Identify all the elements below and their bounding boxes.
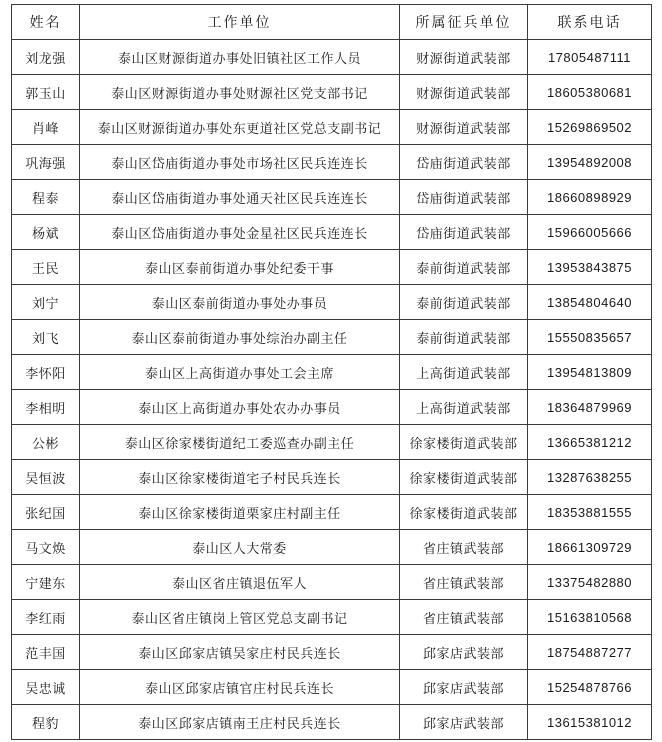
header-phone: 联系电话 bbox=[528, 5, 652, 40]
cell-dept: 岱庙街道武装部 bbox=[400, 180, 528, 215]
table-row bbox=[12, 145, 652, 180]
cell-name: 公彬 bbox=[12, 425, 80, 460]
cell-unit: 泰山区泰前街道办事处办事员 bbox=[80, 285, 400, 320]
cell-unit: 泰山区财源街道办事处旧镇社区工作人员 bbox=[80, 40, 400, 75]
cell-name: 马文焕 bbox=[12, 530, 80, 565]
header-dept: 所属征兵单位 bbox=[400, 5, 528, 40]
cell-name: 吴忠诚 bbox=[12, 670, 80, 705]
table-row bbox=[12, 320, 652, 355]
cell-unit: 泰山区省庄镇退伍军人 bbox=[80, 565, 400, 600]
cell-phone: 18661309729 bbox=[528, 530, 652, 565]
cell-unit: 泰山区人大常委 bbox=[80, 530, 400, 565]
table-row bbox=[12, 565, 652, 600]
cell-dept: 徐家楼街道武装部 bbox=[400, 495, 528, 530]
cell-dept: 财源街道武装部 bbox=[400, 40, 528, 75]
cell-unit: 泰山区徐家楼街道栗家庄村副主任 bbox=[80, 495, 400, 530]
cell-dept: 财源街道武装部 bbox=[400, 75, 528, 110]
cell-name: 刘宁 bbox=[12, 285, 80, 320]
cell-phone: 13954892008 bbox=[528, 145, 652, 180]
cell-dept: 财源街道武装部 bbox=[400, 110, 528, 145]
table-row bbox=[12, 250, 652, 285]
cell-dept: 邱家店武装部 bbox=[400, 635, 528, 670]
table-row bbox=[12, 635, 652, 670]
cell-unit: 泰山区财源街道办事处东更道社区党总支副书记 bbox=[80, 110, 400, 145]
cell-phone: 18364879969 bbox=[528, 390, 652, 425]
table-row bbox=[12, 670, 652, 705]
cell-unit: 泰山区泰前街道办事处综治办副主任 bbox=[80, 320, 400, 355]
table-row bbox=[12, 285, 652, 320]
cell-phone: 13375482880 bbox=[528, 565, 652, 600]
cell-unit: 泰山区泰前街道办事处纪委干事 bbox=[80, 250, 400, 285]
cell-phone: 13287638255 bbox=[528, 460, 652, 495]
table-row bbox=[12, 355, 652, 390]
cell-phone: 15254878766 bbox=[528, 670, 652, 705]
cell-unit: 泰山区邱家店镇吴家庄村民兵连长 bbox=[80, 635, 400, 670]
cell-unit: 泰山区省庄镇岗上管区党总支副书记 bbox=[80, 600, 400, 635]
contact-table bbox=[11, 4, 652, 740]
cell-unit: 泰山区岱庙街道办事处通天社区民兵连连长 bbox=[80, 180, 400, 215]
cell-name: 肖峰 bbox=[12, 110, 80, 145]
cell-name: 刘飞 bbox=[12, 320, 80, 355]
cell-dept: 徐家楼街道武装部 bbox=[400, 460, 528, 495]
cell-dept: 泰前街道武装部 bbox=[400, 320, 528, 355]
cell-name: 李红雨 bbox=[12, 600, 80, 635]
cell-name: 李怀阳 bbox=[12, 355, 80, 390]
table-row bbox=[12, 40, 652, 75]
cell-unit: 泰山区岱庙街道办事处市场社区民兵连连长 bbox=[80, 145, 400, 180]
cell-phone: 15163810568 bbox=[528, 600, 652, 635]
cell-phone: 15269869502 bbox=[528, 110, 652, 145]
table-row bbox=[12, 180, 652, 215]
cell-unit: 泰山区徐家楼街道宅子村民兵连长 bbox=[80, 460, 400, 495]
cell-phone: 15550835657 bbox=[528, 320, 652, 355]
table-row bbox=[12, 600, 652, 635]
cell-name: 张纪国 bbox=[12, 495, 80, 530]
table-row bbox=[12, 495, 652, 530]
table-row bbox=[12, 390, 652, 425]
cell-dept: 省庄镇武装部 bbox=[400, 600, 528, 635]
cell-dept: 上高街道武装部 bbox=[400, 390, 528, 425]
cell-phone: 17805487111 bbox=[528, 40, 652, 75]
table-row bbox=[12, 215, 652, 250]
cell-phone: 18353881555 bbox=[528, 495, 652, 530]
cell-dept: 泰前街道武装部 bbox=[400, 285, 528, 320]
cell-name: 刘龙强 bbox=[12, 40, 80, 75]
cell-name: 李相明 bbox=[12, 390, 80, 425]
cell-phone: 13615381012 bbox=[528, 705, 652, 740]
table-row bbox=[12, 75, 652, 110]
cell-name: 程豹 bbox=[12, 705, 80, 740]
table-row bbox=[12, 530, 652, 565]
cell-dept: 省庄镇武装部 bbox=[400, 565, 528, 600]
cell-name: 巩海强 bbox=[12, 145, 80, 180]
header-unit: 工作单位 bbox=[80, 5, 400, 40]
cell-dept: 岱庙街道武装部 bbox=[400, 215, 528, 250]
cell-dept: 岱庙街道武装部 bbox=[400, 145, 528, 180]
cell-name: 杨斌 bbox=[12, 215, 80, 250]
cell-dept: 徐家楼街道武装部 bbox=[400, 425, 528, 460]
cell-unit: 泰山区邱家店镇官庄村民兵连长 bbox=[80, 670, 400, 705]
cell-phone: 13954813809 bbox=[528, 355, 652, 390]
cell-unit: 泰山区上高街道办事处工会主席 bbox=[80, 355, 400, 390]
cell-unit: 泰山区上高街道办事处农办办事员 bbox=[80, 390, 400, 425]
cell-dept: 邱家店武装部 bbox=[400, 705, 528, 740]
table-row bbox=[12, 425, 652, 460]
cell-name: 郭玉山 bbox=[12, 75, 80, 110]
table-body bbox=[12, 40, 652, 740]
cell-name: 宁建东 bbox=[12, 565, 80, 600]
cell-phone: 18660898929 bbox=[528, 180, 652, 215]
table-row bbox=[12, 705, 652, 740]
header-name: 姓名 bbox=[12, 5, 80, 40]
cell-dept: 上高街道武装部 bbox=[400, 355, 528, 390]
cell-dept: 泰前街道武装部 bbox=[400, 250, 528, 285]
cell-unit: 泰山区岱庙街道办事处金星社区民兵连连长 bbox=[80, 215, 400, 250]
cell-name: 吴恒波 bbox=[12, 460, 80, 495]
cell-phone: 18754887277 bbox=[528, 635, 652, 670]
table-row bbox=[12, 110, 652, 145]
table-row bbox=[12, 460, 652, 495]
cell-phone: 15966005666 bbox=[528, 215, 652, 250]
cell-name: 程泰 bbox=[12, 180, 80, 215]
cell-name: 范丰国 bbox=[12, 635, 80, 670]
cell-unit: 泰山区财源街道办事处财源社区党支部书记 bbox=[80, 75, 400, 110]
cell-phone: 13953843875 bbox=[528, 250, 652, 285]
cell-name: 王民 bbox=[12, 250, 80, 285]
cell-unit: 泰山区邱家店镇南王庄村民兵连长 bbox=[80, 705, 400, 740]
cell-dept: 省庄镇武装部 bbox=[400, 530, 528, 565]
cell-phone: 13854804640 bbox=[528, 285, 652, 320]
roster-sheet bbox=[11, 4, 651, 736]
cell-unit: 泰山区徐家楼街道纪工委巡查办副主任 bbox=[80, 425, 400, 460]
cell-phone: 13665381212 bbox=[528, 425, 652, 460]
cell-dept: 邱家店武装部 bbox=[400, 670, 528, 705]
header-row bbox=[12, 5, 652, 40]
cell-phone: 18605380681 bbox=[528, 75, 652, 110]
